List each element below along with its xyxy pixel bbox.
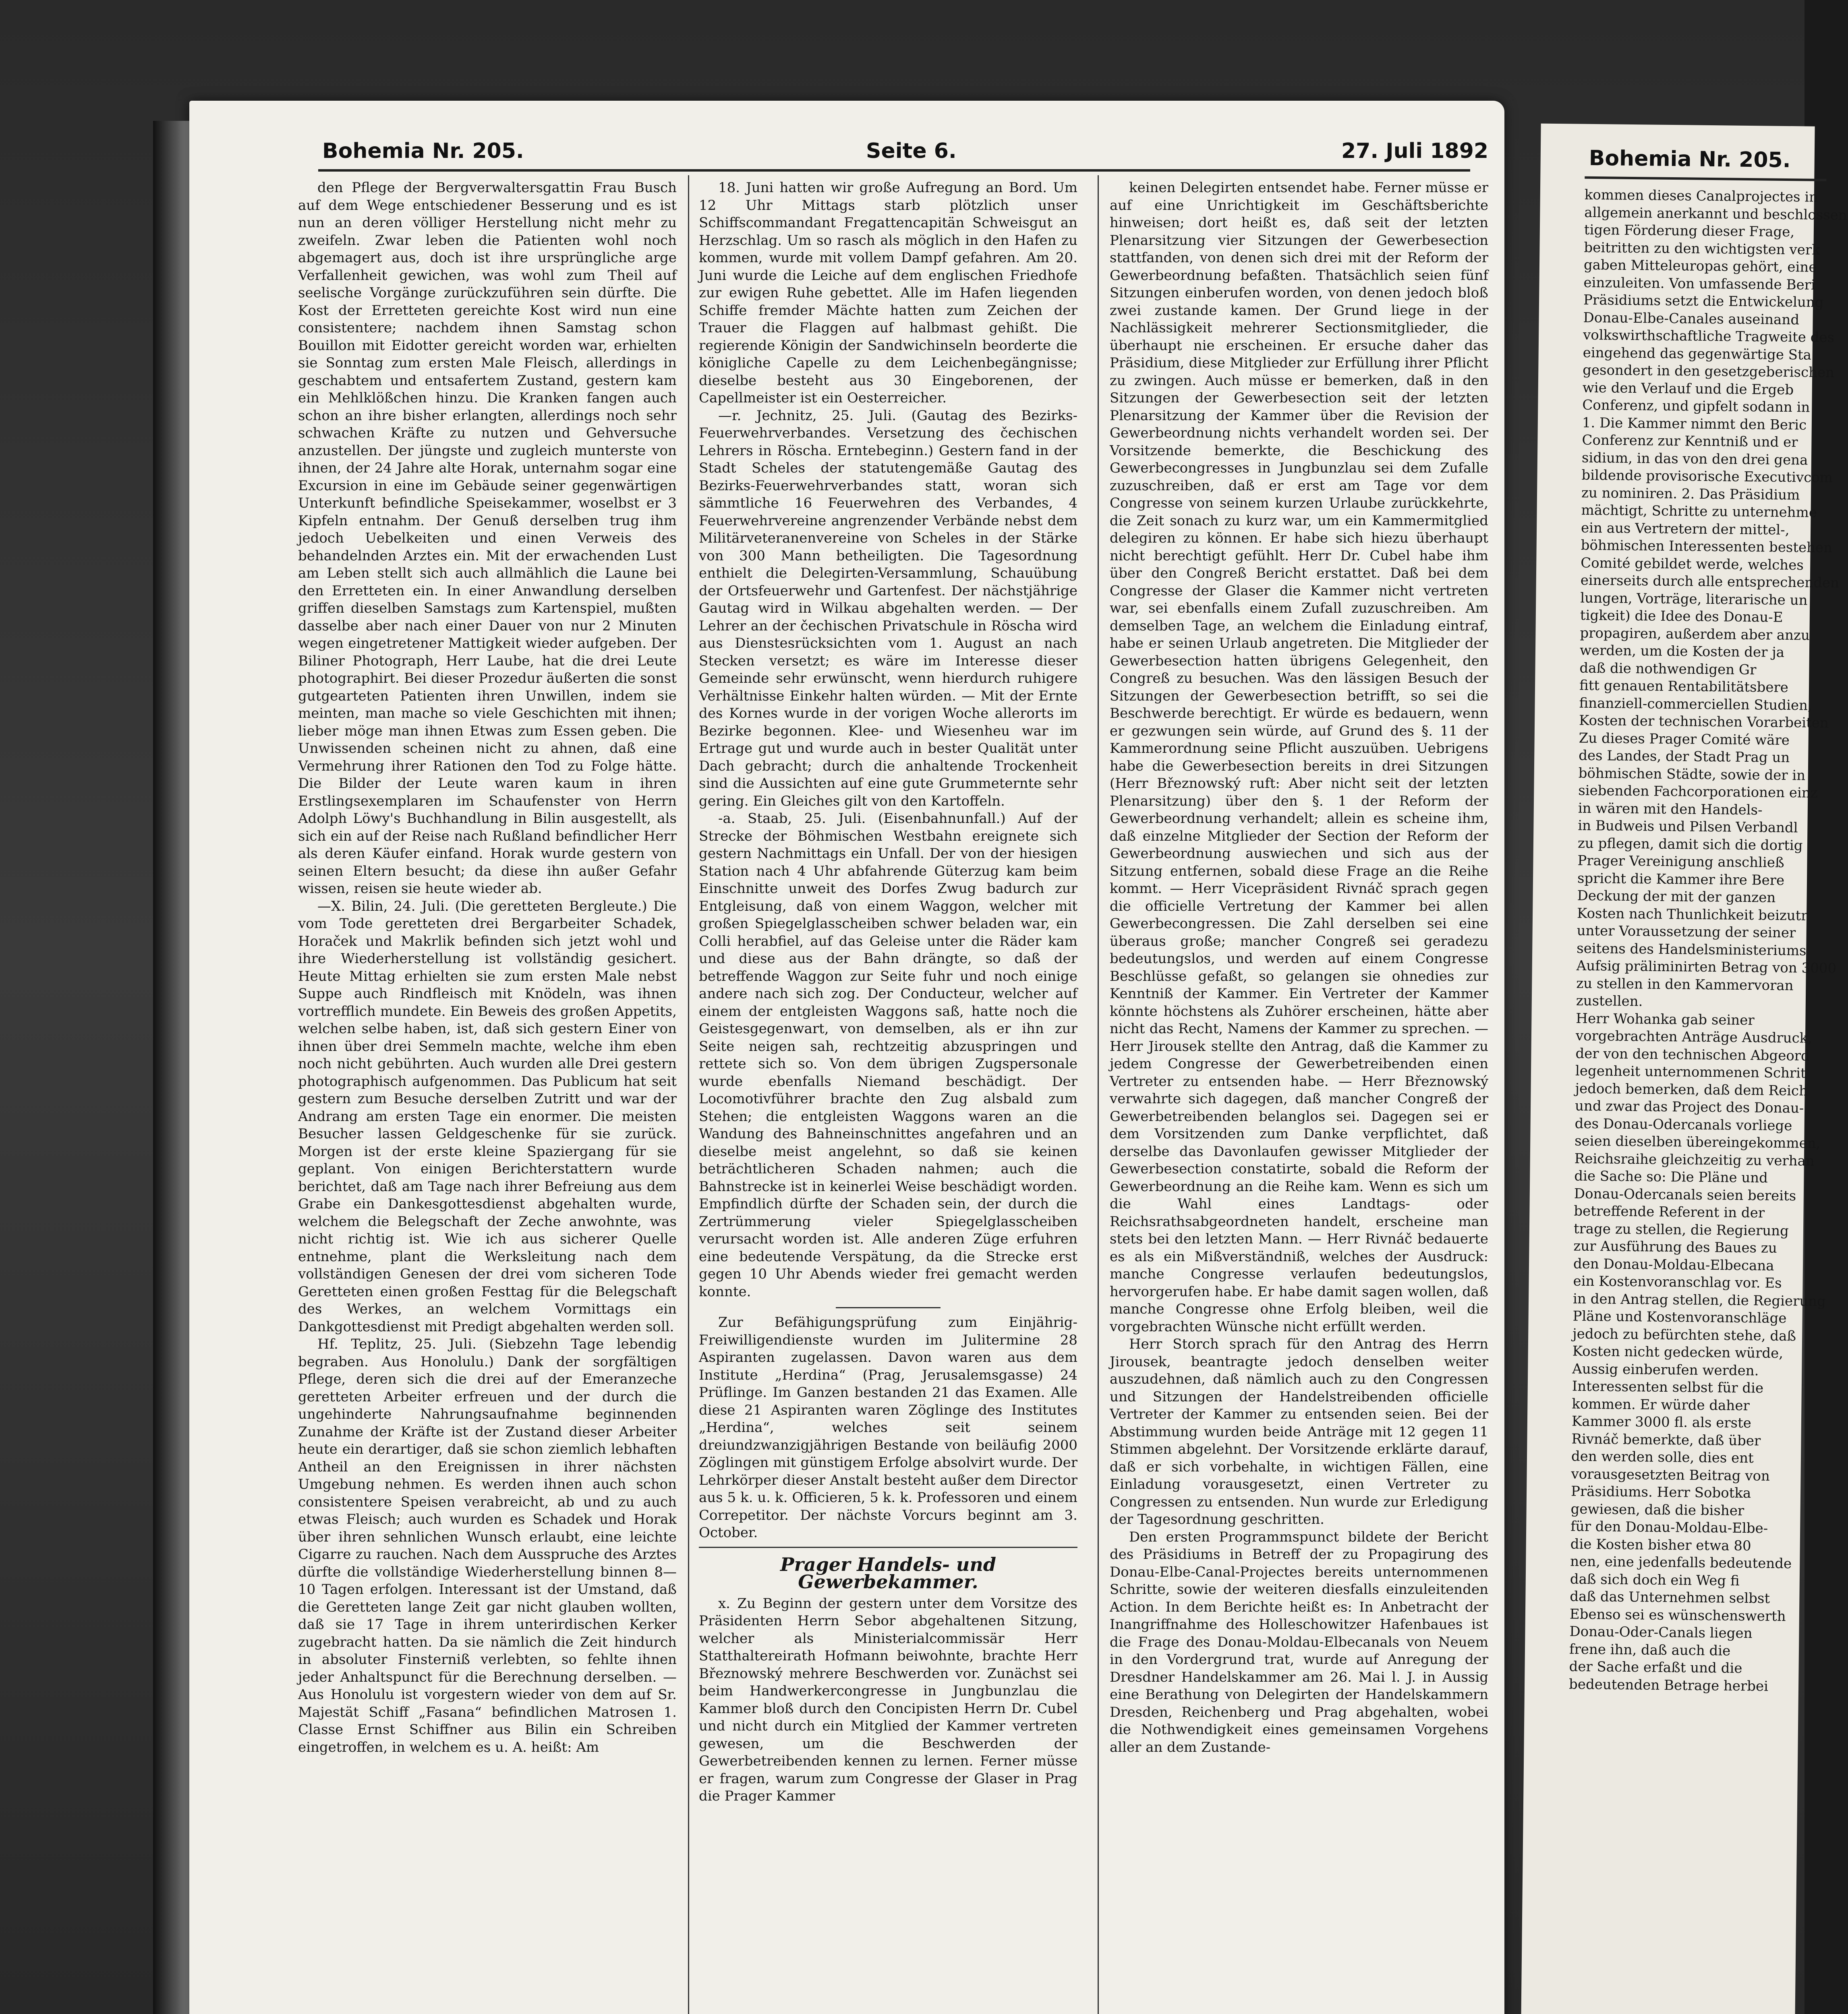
article-einjaehrig: Zur Befähigungsprüfung zum Einjährig-Freiwilligendienste wurden im Julitermine 28 Aspiranten zugelassen. Davon waren aus dem Institute „Herdina“ (Prag, Jerusalemsgasse) 24 Prüflinge. Im Ganzen bestanden 21 das Examen. Alle diese 21 Aspiranten waren Zöglinge des Institutes „Herdina“, welches seit seinem dreiundzwanzigjährigen Bestande von beiläufig 2000 Zöglingen mit günstigem Erfolge absolvirt wurde. Der Lehrkörper dieser Anstalt besteht außer dem Director aus 5 k. u. k. Officieren, 5 k. k. Professoren und einem Correpetitor. Der nächste Vorcurs beginnt am 3. October. (699, 1314, 1077, 1541)
text-line: Prager Vereinigung anschließ (1577, 852, 1784, 871)
text-line: daß sich doch ein Weg fi (1570, 1571, 1740, 1589)
text-line: in Budweis und Pilsen Verbandl (1578, 817, 1798, 836)
text-line: betreffende Referent in der (1574, 1203, 1765, 1221)
text-line: nen, eine jedenfalls bedeutende (1570, 1553, 1792, 1572)
text-line: die Kosten bisher etwa 80 (1570, 1536, 1751, 1554)
article-teplitz: Hf. Teplitz, 25. Juli. (Siebzehn Tage lebendig begraben. Aus Honolulu.) Dank der sorgfältigen Pflege, deren sich die drei auf der Emeranzeche geretteten Arbeiter erfreuen und der durch die ungehinderte Nahrungsaufnahme beginnenden Zunahme der Kräfte ist der Zustand dieser Arbeiter heute ein derartiger, daß sie schon ziemlich lebhaften Antheil an den Ereignissen in ihrer nächsten Umgebung nehmen. Es werden ihnen auch schon consistentere Speisen verabreicht, ab und zu auch etwas Fleisch; auch wurden es Schadek und Horak über ihren sehnlichen Wunsch erlaubt, eine leichte Cigarre zu rauchen. Nach dem Ausspruche des Arztes dürfte die vollständige Wiederherstellung binnen 8—10 Tagen erfolgen. Interessant ist der Umstand, daß die Geretteten lange Zeit gar nicht glauben wollten, daß sie 17 Tage in ihrem unterirdischen Kerker zugebracht hatten. Da sie nämlich die Zeit hindurch in absoluter Finsterniß verlebten, so fehlte ihnen jeder Anhaltspunct für die Berechnung derselben. — Aus Honolulu ist vorgestern wieder von dem auf Sr. Majestät Schiff „Fasana“ befindlichen Matrosen 1. Classe Ernst Schiffner aus Bilin ein Schreiben eingetroffen, in welchem es u. A. heißt: Am (298, 1336, 677, 1755)
article-paragraph: Den ersten Programmspunct bildete der Bericht des Präsidiums in Betreff der zu Propagirung des Donau-Elbe-Canal-Projectes bereits unternommenen Schritte, sowie der weiteren diesfalls einzuleitenden Action. In dem Berichte heißt es: In Anbetracht der Inangriffnahme des Holleschowitzer Hafenbaues ist die Frage des Donau-Moldau-Elbecanals von Neuem in den Vordergrund trat, wurde auf Anregung der Dresdner Handelskammer am 26. Mai l. J. in Aussig eine Berathung von Delegirten der Handelskammern Dresden, Reichenberg und Prag abgehalten, wobei die Nothwendigkeit eines gemeinsamen Vorgehens aller an dem Zustande- (1110, 1529, 1488, 1755)
text-line: zu pflegen, damit sich die dortig (1577, 835, 1803, 854)
text-line: bildende provisorische Executivcom (1581, 467, 1833, 486)
text-line: der Sache erfaßt und die (1569, 1658, 1742, 1677)
text-line: tigen Förderung dieser Frage, (1584, 222, 1795, 240)
text-line: den werden solle, dies ent (1571, 1448, 1754, 1467)
text-line: seitens des Handelsministeriums (1577, 940, 1807, 959)
text-line: daß die nothwendigen Gr (1579, 660, 1757, 678)
text-line: Donau-Odercanals seien bereits (1574, 1185, 1796, 1204)
column-divider (1098, 175, 1099, 2014)
text-column-2 (699, 179, 1077, 2014)
article-paragraph: Herr Storch sprach für den Antrag des Herrn Jirousek, beantragte jedoch denselben weiter auszudehnen, daß nämlich auch zu den Congressen und Sitzungen der Handelstreibenden officielle Vertreter der Kammer zu entsenden seien. Bei der Abstimmung wurden beide Anträge mit 12 gegen 11 Stimmen abgelehnt. Der Vorsitzende erklärte darauf, daß er sich vorbehalte, in wichtigen Fällen, eine Einladung vorausgesetzt, einen Vertreter zu Congressen zu entsenden. Nun wurde zur Erledigung der Tagesordnung geschritten. (1110, 1336, 1488, 1527)
text-line: Kosten nach Thunlichkeit beizutr (1577, 905, 1808, 924)
issue-date: 27. Juli 1892 (1341, 139, 1489, 163)
text-line: Kosten nicht gedecken würde, (1572, 1343, 1784, 1362)
text-line: Präsidiums. Herr Sobotka (1570, 1483, 1751, 1502)
text-line: zu nominiren. 2. Das Präsidium (1581, 485, 1800, 503)
text-line: volkswirthschaftliche Tragweite des (1583, 327, 1835, 346)
text-line: Kosten der technischen Vorarbeiten (1579, 712, 1829, 731)
page-number: Seite 6. (866, 139, 957, 163)
text-line: zu stellen in den Kammervoran (1576, 975, 1794, 994)
text-line: und zwar das Project des Donau- (1575, 1098, 1804, 1117)
text-line: mächtigt, Schritte zu unternehme (1581, 502, 1817, 521)
text-line: legenheit unternommenen Schrit (1575, 1063, 1806, 1082)
text-line: jedoch bemerken, daß dem Reich (1575, 1080, 1808, 1099)
text-line: in wären mit den Handels- (1578, 800, 1763, 818)
text-line: einzuleiten. Von umfassende Beri (1583, 274, 1816, 293)
text-line: für den Donau-Moldau-Elbe- (1570, 1518, 1768, 1537)
text-line: Donau-Oder-Canals liegen (1569, 1623, 1753, 1642)
text-line: des Donau-Odercanals vorliege (1575, 1115, 1792, 1134)
text-line: gesondert in den gesetzgeberischen (1583, 362, 1835, 381)
article-paragraph: den Pflege der Bergverwaltersgattin Frau Busch auf dem Wege entschiedener Besserung und es ist nun an deren völliger Herstellung nicht mehr zu zweifeln. Zwar leben die Patienten wohl noch abgemagert aus, doch ist ihre ursprüngliche arge Verfallenheit gewichen, was wohl zum Theil auf seelische Vorgänge zurückzuführen sein dürfte. Die Kost der Erretteten gereichte Kost wird nun eine consistentere; nachdem ihnen Samstag schon Bouillon mit Eidotter gereicht worden war, erhielten sie Sonntag zum ersten Male Fleisch, allerdings in geschabtem und entsafertem Zustand, gestern kam ein Mehlklößchen hinzu. Die Kranken fangen auch schon an ihre bisher erlangten, allerdings noch sehr schwachen Kräfte zu nutzen und Gehversuche anzustellen. Der jüngste und zugleich munterste von ihnen, der 24 Jahre alte Horak, unternahm sogar eine Excursion in eine im Gebäude seiner gegenwärtigen Unterkunft befindliche Speisekammer, woselbst er 3 Kipfeln entnahm. Der Genuß derselben trug ihm jedoch Uebelkeiten und einen Verweis des behandelnden Arztes ein. Mit der erwachenden Lust am Leben stellt sich auch allmählich die Laune bei den Erretteten ein. In einer Anwandlung derselben griffen dieselben Samstags zum Kartenspiel, mußten dasselbe aber nach einer Dauer von nur 2 Minuten wegen eingetretener Mattigkeit wieder aufgeben. Der Biliner Photograph, Herr Laube, hat die drei Leute photographirt. Bei dieser Prozedur äußerten die sonst gutgearteten Patienten ihren Unwillen, indem sie meinten, man mache so viele Geschichten mit ihnen; lieber möge man ihnen Etwas zum Essen geben. Die Unwissenden scheinen nicht zu ahnen, daß eine Vermehrung ihrer Rationen den Tod zu Folge hätte. Die Bilder der Leute waren kaum in ihren Erstlingsexemplaren im Schaufenster von Herrn Adolph Löwy's Buchhandlung in Bilin ausgestellt, als sich ein auf der Reise nach Rußland befindlicher Herr als deren Käufer einfand. Horak wurde gestern von seinen Eltern besucht; da diese ihn außer Gefahr wissen, reisen sie heute wieder ab. (298, 180, 677, 897)
text-line: Reichsraihe gleichzeitig zu verhan (1574, 1150, 1815, 1169)
text-line: Kammer 3000 fl. als erste (1571, 1413, 1752, 1432)
header-rule (318, 169, 1470, 172)
text-line: daß das Unternehmen selbst (1570, 1588, 1770, 1607)
text-line: trage zu stellen, die Regierung (1573, 1220, 1789, 1239)
header-rule (1585, 176, 1826, 181)
article-separator (836, 1307, 941, 1308)
text-line: Pläne und Kostenvoranschläge (1572, 1308, 1787, 1327)
newspaper-masthead: Bohemia Nr. 205. (1589, 146, 1791, 173)
text-line: Interessenten selbst für die (1572, 1378, 1764, 1397)
column-divider (688, 175, 689, 2014)
text-line: wie den Verlauf und die Ergeb (1582, 379, 1794, 398)
newspaper-masthead: Bohemia Nr. 205. (322, 139, 524, 163)
next-newspaper-page (1520, 124, 1847, 2014)
text-line: tigkeit) die Idee des Donau-E (1580, 607, 1783, 626)
article-paragraph: keinen Delegirten entsendet habe. Ferner müsse er auf eine Unrichtigkeit im Geschäftsberichte hinweisen; dort heißt es, daß seit der letzten Plenarsitzung vier Sitzungen der Gewerbesection stattfanden, von denen sich drei mit der Reform der Gewerbeordnung befaßten. Thatsächlich seien fünf Sitzungen einberufen worden, von denen jedoch bloß zwei zustande kamen. Der Grund liege in der Nachlässigkeit mehrerer Sectionsmitglieder, die überhaupt nie erscheinen. Er ersuche daher das Präsidium, diese Mitglieder zur Erfüllung ihrer Pflicht zu zwingen. Auch müsse er bemerken, daß in den Sitzungen der Gewerbesection seit der letzten Plenarsitzung der Kammer über die Revision der Gewerbeordnung nichts verhandelt worden sei. Der Vorsitzende bemerkte, die Beschickung des Gewerbecongresses in Jungbunzlau sei dem Zufalle zuzuschreiben, daß er erst am Tage vor dem Congresse von seinem kurzen Urlaube zurückkehrte, die Zeit sonach zu kurz war, um ein Kammermitglied delegiren zu können. Er habe sich hiezu überhaupt nicht berechtigt gefühlt. Herr Dr. Cubel habe ihm über den Congreß Bericht erstattet. Daß bei dem Congresse der Glaser die Kammer nicht vertreten war, sei ebenfalls einem Zufall zuzuschreiben. Am demselben Tage, an welchem die Einladung eintraf, habe er seinen Urlaub angetreten. Die Mitglieder der Gewerbesection hatten übrigens Gelegenheit, den Congreß zu besuchen. Was den lässigen Besuch der Sitzungen der Gewerbesection betrifft, so sei die Beschwerde berechtigt. Er würde es bedauern, wenn er gezwungen sein würde, auf Grund des §. 11 der Kammerordnung seine Pflicht auszuüben. Uebrigens habe die Gewerbesection bereits in drei Sitzungen (Herr Březnowský ruft: Aber nicht seit der letzten Plenarsitzung) über den §. 1 der Reform der Gewerbeordnung verhandelt; allein es scheine ihm, daß einzelne Mitglieder der Section der Reform der Gewerbeordnung auswiechen und sich aus der Sitzung entfernen, sobald diese Frage an die Reihe kommt. — Herr Vicepräsident Rivnáč sprach gegen die officielle Vertretung der Kammer bei allen Gewerbecongressen. Die Zahl derselben sei eine überaus große; mancher Congreß sei geradezu bedeutungslos, und werden auf einem Congresse Beschlüsse gefaßt, so gelangen sie ohnedies zur Kenntniß der Kammer. Ein Vertreter der Kammer könnte höchstens als Zuhörer erscheinen, hätte aber nicht das Recht, Namens der Kammer zu sprechen. — Herr Jirousek stellte den Antrag, daß die Kammer zu jedem Congresse der Gewerbetreibenden einen Vertreter zu entsenden habe. — Herr Březnowský verwahrte sich dagegen, daß mancher Congreß der Gewerbetreibenden belanglos sei. Dagegen sei er dem Vorsitzenden zum Danke verpflichtet, daß derselbe das Davonlaufen gewisser Mitglieder der Gewerbesection constatirte, sobald die Reform der Gewerbeordnung an die Reihe kam. Wenn es sich um die Wahl eines Landtags- oder Reichsrathsabgeordneten handelt, erscheine man stets bei den letzten Mann. — Herr Rivnáč bedauerte es als ein Mißverständniß, welches der Ausdruck: manche Congresse verlaufen bedeutungslos, hervorgerufen habe. Er habe damit sagen wollen, daß manche Congresse ohne Erfolg bleiben, weil die vorgebrachten Wünsche nicht erfüllt werden. (1110, 180, 1488, 1335)
text-line: siebenden Fachcorporationen einz (1578, 782, 1818, 801)
text-line: seien dieselben übereingekommen, (1575, 1133, 1821, 1152)
text-line: gewiesen, daß die bisher (1570, 1501, 1744, 1519)
text-line: böhmischen Städte, sowie der in (1578, 765, 1806, 784)
text-line: Aufsig präliminirten Betrag von 3000 (1576, 957, 1837, 977)
text-line: den Donau-Moldau-Elbecana (1573, 1256, 1774, 1274)
text-line: bedeutenden Betrage herbei (1568, 1676, 1769, 1695)
text-line: vorausgesetzten Beitrag von (1571, 1466, 1770, 1484)
text-line: Herr Wohanka gab seiner (1576, 1010, 1755, 1028)
article-staab: -a. Staab, 25. Juli. (Eisenbahnunfall.) Auf der Strecke der Böhmischen Westbahn ereignete sich gestern Nachmittags ein Unfall. Der von der hiesigen Station nach 4 Uhr abfahrende Güterzug kam beim Einschnitte unweit des Dorfes Zwug badurch zur Entgleisung, daß von einem Waggon, welcher mit großen Spiegelglasscheiben schwer beladen war, ein Colli herabfiel, auf das Geleise unter die Räder kam und diese aus der Bahn drängte, so daß der betreffende Waggon zur Seite fuhr und noch einige andere nach sich zog. Der Conducteur, welcher auf einem der entgleisten Waggons saß, hatte noch die Geistesgegenwart, von demselben, als er ihn zur Seite neigen sah, rechtzeitig abzuspringen und rettete sich so. Von dem übrigen Zugspersonale wurde ebenfalls Niemand beschädigt. Der Locomotivführer brachte den Zug alsbald zum Stehen; die entgleisten Waggons waren an die Wandung des Bahneinschnittes angefahren und an dieselbe meist angelehnt, so daß sie keinen beträchtlicheren Schaden nahmen; auch die Bahnstrecke ist in keinerlei Weise beschädigt worden. Empfindlich dürfte der Schaden sein, der durch die Zertrümmerung vieler Spiegelglasscheiben verursacht worden ist. Alle anderen Züge erfuhren eine bedeutende Verspätung, da die Strecke erst gegen 10 Uhr Abends wieder frei gemacht werden konnte. (699, 810, 1077, 1300)
newspaper-page (189, 101, 1504, 2014)
text-line: Deckung der mit der ganzen (1577, 887, 1776, 906)
article-handelskammer: x. Zu Beginn der gestern unter dem Vorsitze des Präsidenten Herrn Sebor abgehaltenen Sitzung, welcher als Ministerialcommissär Herr Statthaltereirath Hofmann beiwohnte, brachte Herr Březnowský mehrere Beschwerden vor. Zunächst sei beim Handwerkercongresse in Jungbunzlau die Kammer bloß durch den Concipisten Herrn Dr. Cubel und nicht durch ein Mitglied der Kammer vertreten gewesen, um die Beschwerden der Gewerbetreibenden kennen zu lernen. Ferner müsse er fragen, warum zum Congresse der Glaser in Prag die Prager Kammer (699, 1595, 1077, 1804)
text-line: Ebenso sei es wünschenswerth (1569, 1606, 1786, 1624)
book-gutter (153, 121, 193, 2014)
section-title: Prager Handels- und Gewerbekammer. (780, 1553, 996, 1593)
text-line: Präsidiums setzt die Entwickelung (1583, 292, 1824, 311)
text-line: spricht die Kammer ihre Bere (1577, 870, 1785, 889)
text-line: zustellen. (1576, 992, 1643, 1010)
text-line: einerseits durch alle entsprechenden (1580, 572, 1840, 591)
text-line: sidium, in das von den drei gena (1581, 450, 1808, 468)
text-line: Conferenz zur Kenntniß und er (1582, 432, 1798, 451)
text-line: böhmischen Interessenten bestehen (1581, 537, 1833, 556)
text-line: fitt genauen Rentabilitätsbere (1579, 677, 1789, 696)
text-line: ein Kostenvoranschlag vor. Es (1573, 1273, 1782, 1291)
article-jechnitz: —r. Jechnitz, 25. Juli. (Gautag des Bezirks-Feuerwehrverbandes. Versetzung des čechischen Lehrers in Röscha. Erntebeginn.) Gestern fand in der Stadt Scheles der statutengemäße Gautag des Bezirks-Feuerwehrverbandes statt, woran sich sämmtliche 16 Feuerwehren des Verbandes, 4 Feuerwehrvereine angrenzender Verbände nebst dem Militärveteranenvereine von Scheles in der Stärke von 300 Mann betheiligten. Die Tagesordnung enthielt die Delegirten-Versammlung, Schauübung der Ortsfeuerwehr und Gartenfest. Der nächstjährige Gautag wird in Wilkau abgehalten werden. — Der Lehrer an der čechischen Privatschule in Röscha wird aus Dienstesrücksichten vom 1. August an nach Stecken versetzt; es wäre im Interesse dieser Gemeinde sehr erwünscht, wenn hierdurch ruhigere Verhältnisse Einkehr halten würden. — Mit der Ernte des Kornes wurde in der vorigen Woche allerorts im Bezirke begonnen. Klee- und Wiesenheu war im Ertrage gut und wurde auch in bester Qualität unter Dach gebracht; durch die anhaltende Trockenheit sind die Aussichten auf eine gute Grummeternte sehr gering. Ein Gleiches gilt von den Kartoffeln. (699, 407, 1077, 809)
text-column-3 (1110, 179, 1488, 2014)
text-line: die Sache so: Die Pläne und (1574, 1168, 1768, 1186)
text-line: Comité gebildet werde, welches (1581, 555, 1804, 573)
text-line: lungen, Vorträge, literarische un (1580, 590, 1808, 609)
text-line: unter Voraussetzung der seiner (1577, 922, 1796, 941)
text-line: kommen. Er würde daher (1572, 1396, 1750, 1414)
section-separator (699, 1547, 1077, 1548)
text-line: Donau-Elbe-Canales auseinand (1583, 309, 1800, 328)
text-column-1 (298, 179, 677, 2014)
text-line: ein aus Vertretern der mittel-, (1581, 520, 1790, 538)
text-line: Zu dieses Prager Comité wäre (1579, 730, 1790, 748)
text-line: vorgebrachten Anträge Ausdruck, (1575, 1028, 1813, 1046)
text-line: finanziell-commerciellen Studien, (1579, 695, 1812, 714)
text-line: eingehend das gegenwärtige Sta (1583, 344, 1812, 363)
text-line: zur Ausführung des Baues zu (1573, 1238, 1777, 1256)
text-line: Conferenz, und gipfelt sodann in (1582, 397, 1810, 416)
text-line: kommen dieses Canalprojectes in (1584, 186, 1818, 205)
text-line: Aussig einberufen werden. (1572, 1361, 1759, 1379)
text-column-partial (1565, 186, 1847, 2014)
text-line: in den Antrag stellen, die Regierung (1572, 1291, 1826, 1310)
text-line: 1. Die Kammer nimmt den Beric (1582, 414, 1807, 433)
article-paragraph: 18. Juni hatten wir große Aufregung an Bord. Um 12 Uhr Mittags starb plötzlich unser Schiffscommandant Fregattencapitän Schweisgut an Herzschlag. Um so rasch als möglich in den Hafen zu kommen, wurde mit vollem Dampf gefahren. Am 20. Juni wurde die Leiche auf dem englischen Friedhofe zur ewigen Ruhe gebettet. Alle im Hafen liegenden Schiffe fremder Mächte hatten zum Zeichen der Trauer die Flaggen auf halbmast gehißt. Die regierende Königin der Sandwichinseln beorderte die königliche Capelle zu dem Leichenbegängnisse; dieselbe besteht aus 30 Eingeborenen, der Capellmeister ist ein Oesterreicher. (699, 180, 1077, 406)
text-line: allgemein anerkannt und beschlossen (1584, 204, 1847, 224)
text-line: Rivnáč bemerkte, daß über (1571, 1431, 1761, 1449)
text-line: werden, um die Kosten der ja (1579, 642, 1785, 661)
text-line: jedoch zu befürchten stehe, daß (1572, 1326, 1796, 1344)
text-line: gaben Mitteleuropas gehört, eine (1583, 257, 1817, 276)
text-line: beitritten zu den wichtigsten verk (1584, 239, 1820, 258)
text-line: des Landes, der Stadt Prag un (1579, 747, 1790, 766)
text-line: propagiren, außerdem aber anzu (1580, 625, 1810, 644)
text-line: frene ihn, daß auch die (1569, 1641, 1731, 1659)
article-bilin: —X. Bilin, 24. Juli. (Die geretteten Bergleute.) Die vom Tode geretteten drei Bergarbeiter Schadek, Horaček und Makrlik befinden sich jetzt wohl und ihre Wiederherstellung ist vollständig gesichert. Heute Mittag erhielten sie zum ersten Male nebst Suppe auch Rindfleisch mit Knödeln, was ihnen vortrefflich mundete. Ein Beweis des großen Appetits, welchen selbe haben, ist, daß sich gestern Einer von ihnen über drei Semmeln machte, welche ihm eben noch nicht gebührten. Auch wurden alle Drei gestern photographisch aufgenommen. Das Publicum hat seit gestern zum Besuche derselben Zutritt und war der Andrang am ersten Tage ein enormer. Die meisten Besucher lassen Geldgeschenke für sie zurück. Morgen ist der erste kleine Spaziergang für sie geplant. Von einigen Berichterstattern wurde berichtet, daß am Tage nach ihrer Befreiung aus dem Grabe ein Dankesgottesdienst abgehalten wurde, welchem die Belegschaft der Zeche anwohnte, was nicht richtig ist. Wie ich aus sicherer Quelle entnehme, plant die Werksleitung nach dem vollständigen Genesen der drei vom sicheren Tode Geretteten einen großen Festtag für die Belegschaft des Werkes, an welchem Vormittags ein Dankgottesdienst mit Predigt abgehalten werden soll. (298, 898, 677, 1335)
text-line: der von den technischen Abgeord (1575, 1045, 1810, 1064)
